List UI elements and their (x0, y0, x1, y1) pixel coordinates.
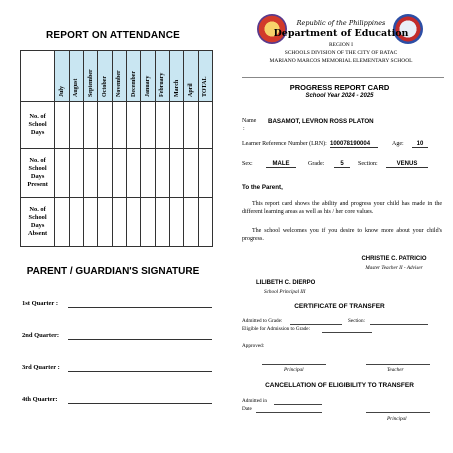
admitted-grade-label: Admitted to Grade: (242, 318, 283, 324)
attendance-cell[interactable] (198, 149, 212, 198)
attendance-cell[interactable] (169, 102, 183, 149)
attendance-cell[interactable] (98, 198, 112, 247)
section-value: VENUS (386, 161, 428, 168)
attendance-cell[interactable] (126, 198, 140, 247)
month-header-december (126, 51, 140, 102)
transfer-certificate-title: CERTIFICATE OF TRANSFER (294, 303, 385, 310)
department-label: Department of Education (273, 28, 409, 39)
name-label: Name (242, 118, 257, 124)
month-label: August (73, 78, 80, 97)
attendance-cell[interactable] (98, 102, 112, 149)
month-header-january (141, 51, 155, 102)
republic-label: Republic of the Philippines (296, 19, 386, 27)
division-label: SCHOOLS DIVISION OF THE CITY OF BATAC (284, 50, 398, 56)
month-label: September (87, 69, 94, 97)
message-paragraph-1: This report card shows the ability and progress your child has made in the different learning areas as well as his / her core values. (242, 201, 442, 215)
row-label-line: Present (27, 181, 48, 188)
month-header-february (155, 51, 169, 102)
attendance-row-school-days (21, 102, 213, 149)
report-title: PROGRESS REPORT CARD (289, 83, 390, 92)
attendance-cell[interactable] (83, 198, 97, 247)
attendance-cell[interactable] (169, 198, 183, 247)
attendance-cell[interactable] (69, 149, 83, 198)
attendance-cell[interactable] (198, 198, 212, 247)
school-year: School Year 2024 - 2025 (305, 93, 374, 99)
region-label: REGION I (329, 42, 353, 48)
lrn-label: Learner Reference Number (LRN): (242, 141, 327, 147)
attendance-cell[interactable] (184, 149, 198, 198)
month-label: TOTAL (202, 76, 209, 97)
month-label: February (159, 72, 166, 97)
attendance-title: REPORT ON ATTENDANCE (46, 30, 180, 41)
attendance-cell[interactable] (155, 198, 169, 247)
transfer-section-line[interactable] (370, 324, 428, 325)
row-label-line: Days (30, 222, 45, 229)
attendance-cell[interactable] (126, 149, 140, 198)
quarter-4-label: 4th Quarter: (22, 396, 58, 403)
attendance-cell[interactable] (55, 198, 69, 247)
attendance-cell[interactable] (141, 102, 155, 149)
attendance-cell[interactable] (198, 102, 212, 149)
month-label: January (144, 75, 151, 97)
month-label: July (58, 85, 65, 97)
attendance-cell[interactable] (83, 149, 97, 198)
admitted-in-label: Admitted in (242, 398, 267, 404)
attendance-cell[interactable] (155, 149, 169, 198)
row-label-days-present (21, 149, 55, 198)
attendance-cell[interactable] (55, 149, 69, 198)
attendance-row-days-absent (21, 198, 213, 247)
row-label-school-days (21, 102, 55, 149)
attendance-cell[interactable] (126, 102, 140, 149)
row-label-line: School (28, 121, 47, 128)
attendance-cell[interactable] (155, 102, 169, 149)
admitted-in-line[interactable] (274, 404, 322, 405)
month-header-april (184, 51, 198, 102)
row-label-line: School (28, 165, 47, 172)
sex-value: MALE (266, 161, 296, 168)
month-header-november (112, 51, 126, 102)
date-line[interactable] (256, 412, 322, 413)
attendance-header-row (21, 51, 213, 102)
quarter-1-label: 1st Quarter : (22, 300, 58, 307)
month-header-september (83, 51, 97, 102)
month-header-october (98, 51, 112, 102)
grade-value: 5 (334, 161, 350, 168)
principal-role: School Principal III (264, 289, 306, 295)
admitted-grade-line[interactable] (290, 324, 342, 325)
row-label-line: No. of (29, 113, 46, 120)
age-value: 10 (412, 141, 428, 148)
row-label-line: Days (30, 173, 45, 180)
cancellation-title: CANCELLATION OF ELIGIBILITY TO TRANSFER (265, 382, 414, 389)
attendance-cell[interactable] (98, 149, 112, 198)
adviser-name: CHRISTIE C. PATRICIO (361, 256, 427, 262)
attendance-cell[interactable] (141, 198, 155, 247)
quarter-3-signature-line[interactable] (68, 371, 212, 372)
approved-label: Approved: (242, 343, 265, 349)
signature-title: PARENT / GUARDIAN'S SIGNATURE (26, 266, 200, 277)
attendance-panel (0, 0, 226, 453)
month-label: December (130, 71, 137, 97)
date-label: Date (242, 406, 252, 412)
attendance-cell[interactable] (141, 149, 155, 198)
attendance-cell[interactable] (169, 149, 183, 198)
month-header-july (55, 51, 69, 102)
month-header-total (198, 51, 212, 102)
adviser-role: Master Teacher II - Adviser (365, 265, 423, 271)
attendance-cell[interactable] (83, 102, 97, 149)
eligible-label: Eligible for Admission to Grade: (242, 326, 311, 332)
quarter-1-signature-line[interactable] (68, 307, 212, 308)
age-label: Age: (392, 141, 404, 147)
cancel-principal-line[interactable] (366, 412, 430, 413)
quarter-2-label: 2nd Quarter: (22, 332, 60, 339)
month-label: April (187, 83, 194, 97)
attendance-cell[interactable] (184, 198, 198, 247)
month-header-march (169, 51, 183, 102)
principal-name: LILIBETH C. DIERPO (256, 280, 316, 286)
header-divider (242, 77, 444, 78)
attendance-cell[interactable] (112, 198, 126, 247)
quarter-3-label: 3rd Quarter : (22, 364, 60, 371)
attendance-row-days-present (21, 149, 213, 198)
report-card-panel (226, 0, 453, 453)
attendance-table (20, 50, 213, 247)
section-label: Section: (358, 161, 378, 167)
attendance-cell[interactable] (69, 198, 83, 247)
month-header-august (69, 51, 83, 102)
attendance-cell[interactable] (112, 102, 126, 149)
school-label: MARIANO MARCOS MEMORIAL ELEMENTARY SCHOOL (269, 58, 413, 64)
grade-label: Grade: (308, 161, 325, 167)
month-label: March (173, 79, 180, 97)
name-colon: : (243, 126, 245, 132)
attendance-cell[interactable] (112, 149, 126, 198)
sex-label: Sex: (242, 161, 253, 167)
row-label-days-absent (21, 198, 55, 247)
message-paragraph-2: The school welcomes you if you desire to know more about your child's progress. (242, 228, 442, 242)
row-label-line: No. of (29, 206, 46, 213)
quarter-2-signature-line[interactable] (68, 339, 212, 340)
cancel-principal-label: Principal (387, 416, 407, 422)
row-label-line: No. of (29, 157, 46, 164)
row-label-line: School (28, 214, 47, 221)
attendance-cell[interactable] (184, 102, 198, 149)
transfer-teacher-line[interactable] (366, 364, 430, 365)
attendance-cell[interactable] (55, 102, 69, 149)
student-name: BASAMOT, LEVRON ROSS PLATON (268, 118, 374, 125)
month-label: November (116, 70, 123, 97)
month-label: October (101, 76, 108, 97)
parent-greeting: To the Parent, (242, 184, 283, 191)
lrn-value: 100078190004 (330, 141, 378, 148)
transfer-teacher-label: Teacher (387, 367, 404, 373)
attendance-cell[interactable] (69, 102, 83, 149)
quarter-4-signature-line[interactable] (68, 403, 212, 404)
eligible-line[interactable] (322, 332, 372, 333)
transfer-principal-line[interactable] (262, 364, 326, 365)
transfer-principal-label: Principal (284, 367, 304, 373)
row-label-line: Absent (28, 230, 48, 237)
attendance-corner-cell (21, 51, 55, 102)
transfer-section-label: Section: (348, 318, 366, 324)
row-label-line: Days (30, 129, 45, 136)
